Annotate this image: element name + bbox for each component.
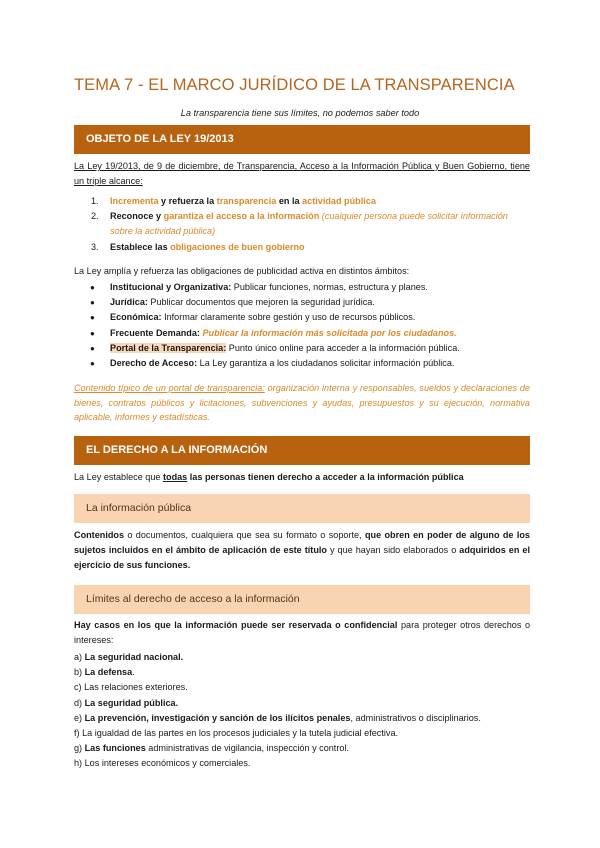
ambitos-intro: La Ley amplía y refuerza las obligaciones de publicidad activa en distintos ámbitos: [74, 266, 410, 276]
list-item: ● Derecho de Acceso: La Ley garantiza a los ciudadanos solicitar información pública. [74, 356, 530, 371]
portal-note: Contenido típico de un portal de transparencia: organización interna y responsables, sueldos y declaraciones de bienes, contratos públicos y licitaciones, subvenciones y ayudas, presupuestos y su ejecución, normativa aplicable, informes y estadísticas. [74, 383, 530, 423]
list-item: d) La seguridad pública. [74, 697, 179, 708]
list-item: ● Frecuente Demanda: Publicar la información más solicitada por los ciudadanos. [74, 326, 530, 341]
section2-intro: La Ley establece que todas las personas tienen derecho a acceder a la información pública [74, 472, 464, 482]
subheading-informacion-publica: La información pública [74, 494, 530, 523]
list-item: ● Portal de la Transparencia: Punto único online para acceder a la información pública. [74, 341, 530, 356]
list-item: ● Institucional y Organizativa: Publicar funciones, normas, estructura y planes. [74, 280, 530, 295]
list-item: e) La prevención, investigación y sanción de los ilícitos penales, administrativos o disciplinarios. [74, 712, 481, 723]
scope-list [74, 194, 530, 255]
subheading-limites: Límites al derecho de acceso a la información [74, 585, 530, 614]
ambitos-list [74, 280, 530, 371]
list-item: a) La seguridad nacional. [74, 652, 184, 662]
page-subtitle: La transparencia tiene sus límites, no podemos saber todo [180, 108, 420, 118]
list-item: 1. Incrementa y refuerza la transparencia en la actividad pública [91, 196, 376, 206]
list-item: ● Económica: Informar claramente sobre gestión y uso de recursos públicos. [74, 310, 530, 325]
list-item: f) La igualdad de las partes en los procesos judiciales y la tutela judicial efectiva. [74, 728, 399, 739]
list-item: ● Jurídica: Publicar documentos que mejoren la seguridad jurídica. [74, 295, 530, 310]
list-item: 3. Establece las obligaciones de buen gobierno [91, 241, 305, 252]
section-heading-objeto: OBJETO DE LA LEY 19/2013 [74, 125, 530, 154]
list-item: g) Las funciones administrativas de vigilancia, inspección y control. [74, 743, 349, 754]
page-title: TEMA 7 - EL MARCO JURÍDICO DE LA TRANSPARENCIA [74, 76, 515, 94]
list-item: b) La defensa. [74, 667, 135, 678]
list-item: h) Los intereses económicos y comerciales. [74, 758, 251, 769]
informacion-publica-paragraph: Contenidos o documentos, cualquiera que sea su formato o soporte, que obren en poder de alguno de los sujetos incluidos en el ámbito de aplicación de este título y que hayan sido elaborados o adquiridos en el ejercicio de sus funciones. [74, 530, 530, 571]
list-item: c) Las relaciones exteriores. [74, 682, 188, 693]
limites-intro: Hay casos en los que la información puede ser reservada o confidencial para proteger otros derechos o intereses: [74, 620, 531, 646]
section-heading-derecho: EL DERECHO A LA INFORMACIÓN [74, 436, 530, 465]
limites-list [74, 650, 530, 772]
list-item: 2. Reconoce y garantiza el acceso a la información (cualquier persona puede solicitar información sobre la actividad pública) [91, 211, 508, 237]
section1-intro: La Ley 19/2013, de 9 de diciembre, de Transparencia, Acceso a la Información Pública y Buen Gobierno, tiene un triple alcance: [74, 161, 530, 187]
